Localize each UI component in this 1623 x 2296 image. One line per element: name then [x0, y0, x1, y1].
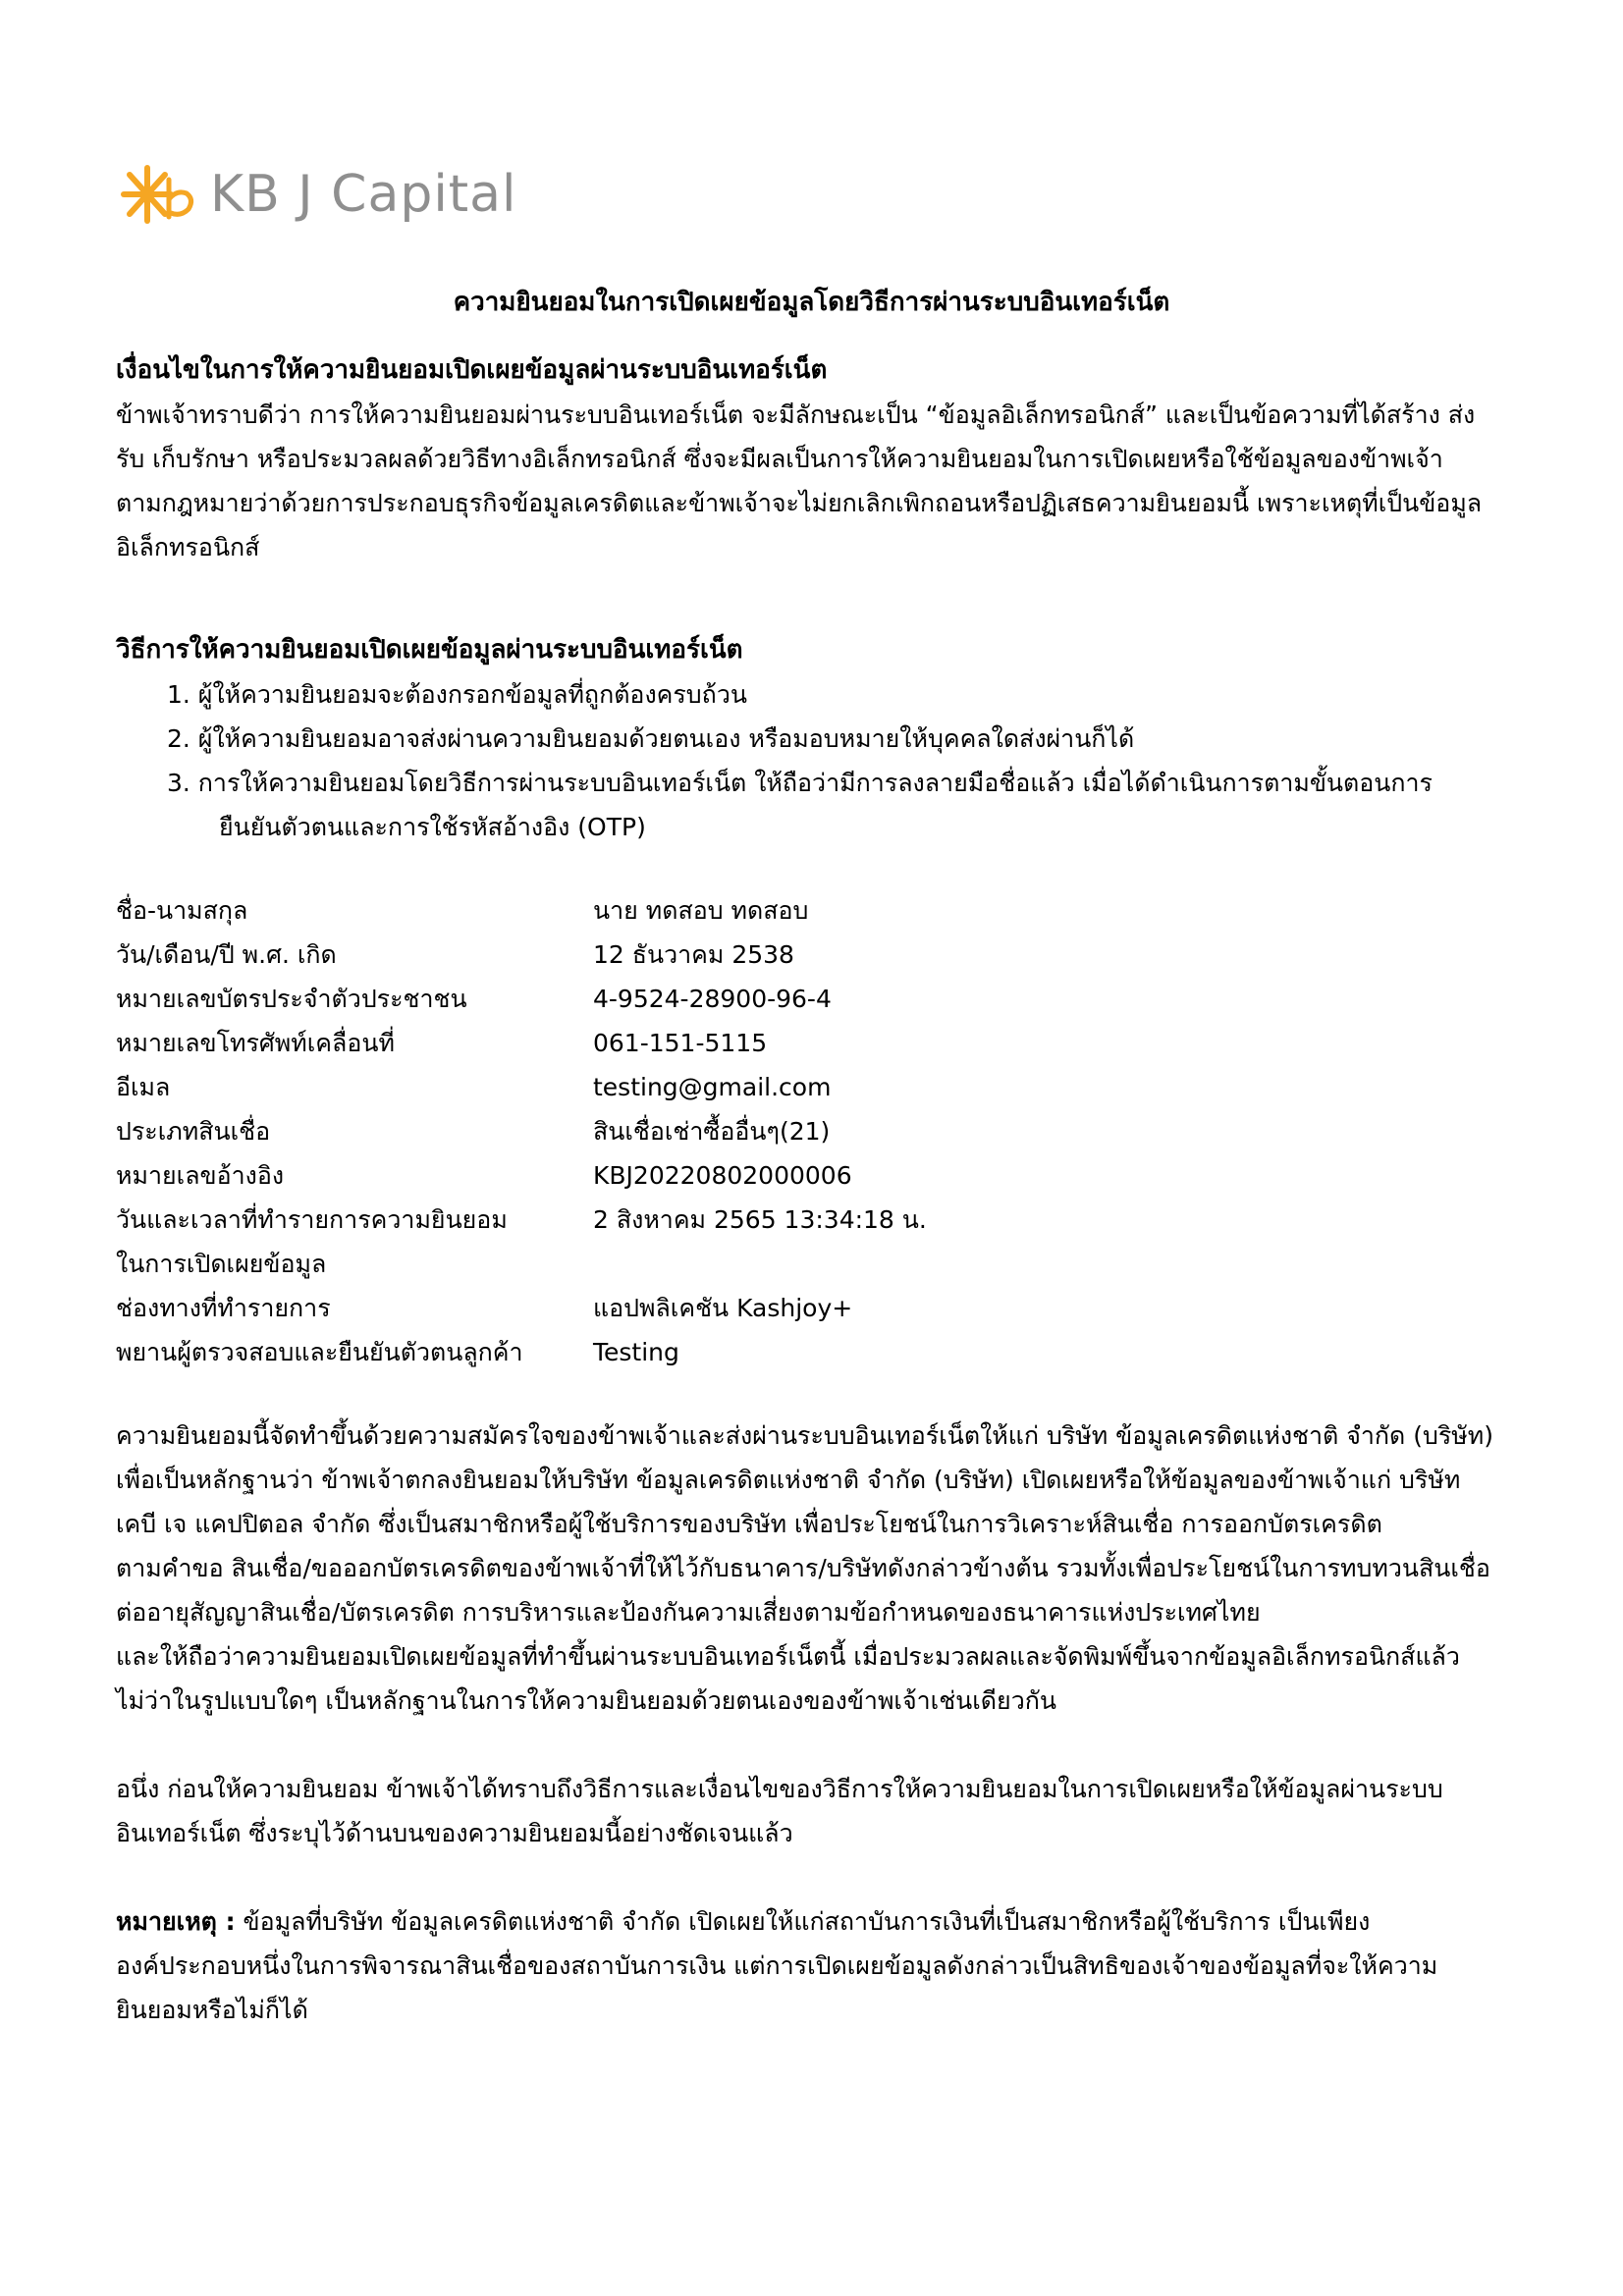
consent-info-table — [116, 888, 1530, 1374]
info-value: 4-9524-28900-96-4 — [593, 985, 832, 1013]
info-label: หมายเลขโทรศัพท์เคลื่อนที่ — [116, 1029, 395, 1057]
conditions-line: ตามกฎหมายว่าด้วยการประกอบธุรกิจข้อมูลเครดิตและข้าพเจ้าจะไม่ยกเลิกเพิกถอนหรือปฏิเสธความยินยอมนี้ เพราะเหตุที่เป็นข้อมูล — [116, 489, 1483, 517]
acknowledgement-section — [116, 1767, 1530, 1855]
info-row — [116, 1242, 1530, 1286]
method-steps — [116, 672, 1530, 849]
conditions-section — [116, 348, 1530, 569]
consent-body-section — [116, 1414, 1530, 1723]
info-value: แอปพลิเคชัน Kashjoy+ — [593, 1294, 853, 1322]
method-step: ยืนยันตัวตนและการใช้รหัสอ้างอิง (OTP) — [219, 813, 646, 841]
info-row — [116, 1286, 1530, 1330]
remark-line: องค์ประกอบหนึ่งในการพิจารณาสินเชื่อของสถาบันการเงิน แต่การเปิดเผยข้อมูลดังกล่าวเป็นสิทธิของเจ้าของข้อมูลที่จะให้ความ — [116, 1951, 1438, 1980]
consent-line: ไม่ว่าในรูปแบบใดๆ เป็นหลักฐานในการให้ความยินยอมด้วยตนเองของข้าพเจ้าเช่นเดียวกัน — [116, 1686, 1056, 1715]
info-label: ช่องทางที่ทำรายการ — [116, 1294, 331, 1322]
info-label: ในการเปิดเผยข้อมูล — [116, 1250, 327, 1278]
remark-line — [116, 1899, 1530, 1944]
acknowledgement-line: อนึ่ง ก่อนให้ความยินยอม ข้าพเจ้าได้ทราบถึงวิธีการและเงื่อนไขของวิธีการให้ความยินยอมในการเปิดเผยหรือให้ข้อมูลผ่านระบบ — [116, 1775, 1443, 1803]
consent-line: และให้ถือว่าความยินยอมเปิดเผยข้อมูลที่ทำขึ้นผ่านระบบอินเทอร์เน็ตนี้ เมื่อประมวลผลและจัดพิมพ์ขึ้นจากข้อมูลอิเล็กทรอนิกส์แล้ว — [116, 1642, 1460, 1671]
info-label: อีเมล — [116, 1073, 171, 1101]
method-step: 3. การให้ความยินยอมโดยวิธีการผ่านระบบอินเทอร์เน็ต ให้ถือว่ามีการลงลายมือชื่อแล้ว เมื่อได้ดำเนินการตามขั้นตอนการ — [167, 769, 1433, 797]
info-value: 061-151-5115 — [593, 1029, 768, 1057]
conditions-heading: เงื่อนไขในการให้ความยินยอมเปิดเผยข้อมูลผ่านระบบอินเทอร์เน็ต — [116, 355, 828, 385]
info-label: ชื่อ-นามสกุล — [116, 896, 248, 925]
method-section — [116, 628, 1530, 849]
info-value: Testing — [593, 1338, 679, 1366]
brand-text: KB J Capital — [210, 165, 517, 224]
info-row — [116, 933, 1530, 977]
remark-label: หมายเหตุ : — [116, 1907, 236, 1936]
conditions-line: รับ เก็บรักษา หรือประมวลผลด้วยวิธีทางอิเล็กทรอนิกส์ ซึ่งจะมีผลเป็นการให้ความยินยอมในการเปิดเผยหรือใช้ข้อมูลของข้าพเจ้า — [116, 445, 1443, 473]
info-label: หมายเลขอ้างอิง — [116, 1161, 285, 1190]
remark-text: ข้อมูลที่บริษัท ข้อมูลเครดิตแห่งชาติ จำกัด เปิดเผยให้แก่สถาบันการเงินที่เป็นสมาชิกหรือผู้ใช้บริการ เป็นเพียง — [235, 1907, 1371, 1936]
info-label: พยานผู้ตรวจสอบและยืนยันตัวตนลูกค้า — [116, 1338, 523, 1366]
info-label: หมายเลขบัตรประจำตัวประชาชน — [116, 985, 467, 1013]
info-row — [116, 977, 1530, 1021]
info-label: วันและเวลาที่ทำรายการความยินยอม — [116, 1205, 508, 1234]
info-label: ประเภทสินเชื่อ — [116, 1117, 271, 1146]
remark-section — [116, 1899, 1530, 2032]
info-row — [116, 888, 1530, 933]
consent-line: เพื่อเป็นหลักฐานว่า ข้าพเจ้าตกลงยินยอมให้บริษัท ข้อมูลเครดิตแห่งชาติ จำกัด (บริษัท) เปิดเผยหรือให้ข้อมูลของข้าพเจ้าแก่ บริษัท — [116, 1466, 1461, 1494]
info-value: สินเชื่อเช่าซื้ออื่นๆ(21) — [593, 1117, 831, 1146]
info-row — [116, 1153, 1530, 1198]
consent-line: ความยินยอมนี้จัดทำขึ้นด้วยความสมัครใจของข้าพเจ้าและส่งผ่านระบบอินเทอร์เน็ตให้แก่ บริษัท ข้อมูลเครดิตแห่งชาติ จำกัด (บริษัท) — [116, 1421, 1493, 1450]
info-row — [116, 1109, 1530, 1153]
consent-line: เคบี เจ แคปปิตอล จำกัด ซึ่งเป็นสมาชิกหรือผู้ใช้บริการของบริษัท เพื่อประโยชน์ในการวิเคราะห์สินเชื่อ การออกบัตรเครดิต — [116, 1510, 1382, 1538]
conditions-line: ข้าพเจ้าทราบดีว่า การให้ความยินยอมผ่านระบบอินเทอร์เน็ต จะมีลักษณะเป็น “ข้อมูลอิเล็กทรอนิกส์” และเป็นข้อความที่ได้สร้าง ส่ง — [116, 400, 1476, 429]
info-value: 12 ธันวาคม 2538 — [593, 940, 794, 969]
consent-line: ตามคำขอ สินเชื่อ/ขอออกบัตรเครดิตของข้าพเจ้าที่ให้ไว้กับธนาคาร/บริษัทดังกล่าวข้างต้น รวมทั้งเพื่อประโยชน์ในการทบทวนสินเชื่อ — [116, 1554, 1490, 1582]
method-heading: วิธีการให้ความยินยอมเปิดเผยข้อมูลผ่านระบบอินเทอร์เน็ต — [116, 635, 743, 665]
info-value — [593, 1242, 1530, 1286]
info-row — [116, 1198, 1530, 1242]
document-title: ความยินยอมในการเปิดเผยข้อมูลโดยวิธีการผ่านระบบอินเทอร์เน็ต — [453, 288, 1170, 317]
info-row — [116, 1021, 1530, 1065]
kb-star-logo-icon — [118, 160, 198, 229]
remark-line: ยินยอมหรือไม่ก็ได้ — [116, 1996, 308, 2024]
info-label: วัน/เดือน/ปี พ.ศ. เกิด — [116, 940, 337, 969]
info-value: KBJ20220802000006 — [593, 1161, 852, 1190]
info-row — [116, 1065, 1530, 1109]
info-value: testing@gmail.com — [593, 1073, 832, 1101]
company-logo — [118, 160, 517, 229]
info-row — [116, 1330, 1530, 1374]
info-value: 2 สิงหาคม 2565 13:34:18 น. — [593, 1205, 927, 1234]
method-step: 2. ผู้ให้ความยินยอมอาจส่งผ่านความยินยอมด้วยตนเอง หรือมอบหมายให้บุคคลใดส่งผ่านก็ได้ — [167, 724, 1135, 753]
acknowledgement-line: อินเทอร์เน็ต ซึ่งระบุไว้ด้านบนของความยินยอมนี้อย่างชัดเจนแล้ว — [116, 1819, 793, 1847]
consent-line: ต่ออายุสัญญาสินเชื่อ/บัตรเครดิต การบริหารและป้องกันความเสี่ยงตามข้อกำหนดของธนาคารแห่งประเทศไทย — [116, 1598, 1261, 1627]
method-step: 1. ผู้ให้ความยินยอมจะต้องกรอกข้อมูลที่ถูกต้องครบถ้วน — [167, 680, 747, 709]
conditions-line: อิเล็กทรอนิกส์ — [116, 533, 260, 561]
info-value: นาย ทดสอบ ทดสอบ — [593, 896, 809, 925]
